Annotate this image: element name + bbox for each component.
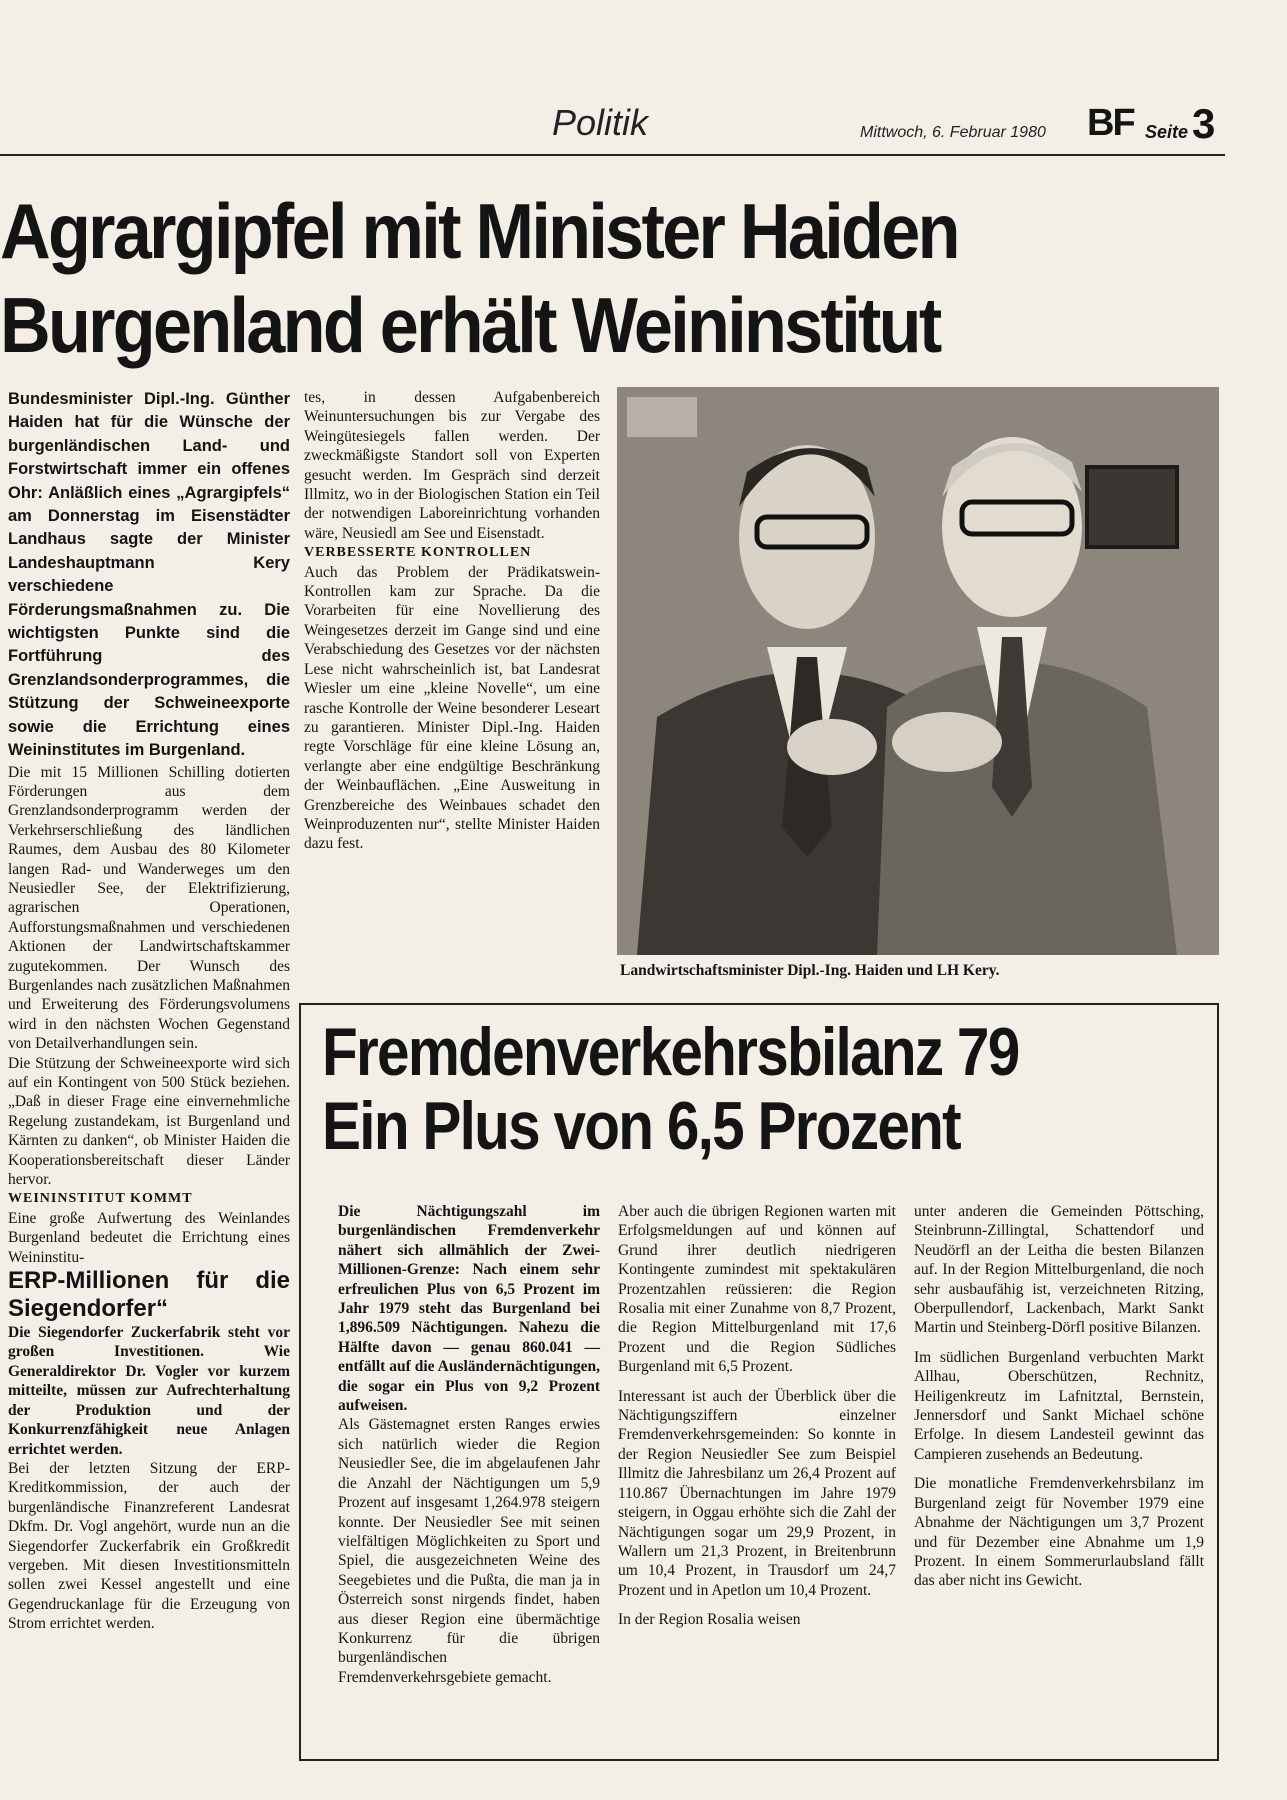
tourism-article-paragraph: In der Region Rosalia weisen [618,1611,801,1629]
tourism-headline-line2: Ein Plus von 6,5 Prozent [322,1088,960,1164]
main-article-column-1 [8,388,290,1634]
main-article-paragraph: Die mit 15 Millionen Schilling dotierten Förderungen aus dem Grenzlandsonderprogramm werden der Verkehrserschließung des ländlichen Raumes, dem Ausbau des 80 Kilometer langen Rad- und Wanderweges um den Neusiedler See, der Elektrifizierung, agrarischen Operationen, Aufforstungsmaßnahmen und verschiedenen Aktionen der Landwirtschaftskammer zugutekommen. Der Wunsch des Burgenlandes nach zusätzlichen Maßnahmen und Erweiterung des Förderungsvolumens wird in den nächsten Wochen Gegenstand von Detailverhandlungen sein. [8,763,290,1053]
tourism-article-paragraph: Im südlichen Burgenland verbuchten Markt Allhau, Oberschützen, Rechnitz, Heiligenkreutz im Lafnitztal, Bernstein, Jennersdorf und Sankt Michael schöne Erfolge. In diesem Landesteil gewinnt das Campieren zusehends an Bedeutung. [914,1348,1204,1463]
main-headline-line1: Agrargipfel mit Minister Haiden [0,187,958,275]
tourism-article-paragraph: Aber auch die übrigen Regionen warten mit Erfolgsmeldungen auf und können auf Grund ihrer deutlich niedrigeren Kontingente zumindest mit spektakulären Prozentzahlen reüssieren: die Region Rosalia mit einer Zunahme von 8,7 Prozent, die Region Mittelburgenland mit 17,6 Prozent und die Region Südliches Burgenland mit 6,5 Prozent. [618,1203,896,1376]
header-rule [0,154,1225,156]
main-article-lead: Bundesminister Dipl.-Ing. Günther Haiden hat für die Wünsche der burgenländischen Land- und Forstwirtschaft immer ein offenes Ohr: Anläßlich eines „Agrargipfels“ am Donnerstag im Eisenstädter Landhaus sagte der Minister Landeshauptmann Kery verschiedene Förderungsmaßnahmen zu. Die wichtigsten Punkte sind die Fortführung des Grenzlandsonderprogrammes, die Stützung der Schweineexporte sowie die Errichtung eines Weininstitutes im Burgenland. [8,390,290,760]
tourism-article-column-2 [618,1202,896,1630]
main-article-paragraph: Die Stützung der Schweineexporte wird sich auf ein Kontingent von 500 Stück beziehen. „Daß in dieser Frage eine einvernehmliche Regelung zustandekam, ist Burgenland und Kärnten zu danken“, ob Minister Haiden die Kooperationsbereitschaft dieser Länder hervor. [8,1054,290,1189]
newspaper-logo: BF [1087,102,1134,144]
issue-date: Mittwoch, 6. Februar 1980 [860,124,1046,141]
photo-caption: Landwirtschaftsminister Dipl.-Ing. Haiden und LH Kery. [620,962,1000,979]
tourism-article-paragraph: Die monatliche Fremdenverkehrsbilanz im Burgenland zeigt für November 1979 eine Abnahme der Nächtigungen um 3,7 Prozent und für Dezember eine Abnahme um 1,9 Prozent. In einem Sommerurlaubsland fällt das aber nicht ins Gewicht. [914,1475,1204,1590]
tourism-article-paragraph: unter anderen die Gemeinden Pöttsching, Steinbrunn-Zillingtal, Schattendorf und Neudörfl an der Leitha die besten Bilanzen auf. In der Region Mittelburgenland, die noch sehr ausbaufähig ist, verzeichneten Ritzing, Oberpullendorf, Lackenbach, Markt Sankt Martin und Steinberg-Dörfl positive Bilanzen. [914,1203,1204,1337]
page-number: 3 [1192,100,1216,147]
main-article-paragraph: Eine große Aufwertung des Weinlandes Burgenland bedeutet die Errichtung eines Weininstitu- [8,1209,290,1266]
section-title: Politik [552,102,649,143]
subheading-kontrollen: VERBESSERTE KONTROLLEN [304,545,532,561]
main-article-column-2 [304,388,600,854]
tourism-article-column-3 [914,1202,1204,1591]
tourism-article-column-1 [338,1202,600,1687]
main-article-paragraph: tes, in dessen Aufgabenbereich Weinuntersuchungen bis zur Vergabe des Weingütesiegels fallen werden. Der zweckmäßigste Standort soll von Experten gesucht werden. Im Gespräch sind derzeit Illmitz, wo in der Biologischen Station ein Teil der notwendigen Laboreinrichtung vorhanden wäre, Neusiedl am See und Eisenstadt. [304,389,600,542]
page-label: Seite [1145,122,1189,142]
tourism-headline-line1: Fremdenverkehrsbilanz 79 [322,1014,1019,1090]
news-photo [617,387,1219,955]
tourism-article-lead: Die Nächtigungszahl im burgenländischen Fremdenverkehr nähert sich allmählich der Zwei-Millionen-Grenze: Nach einem sehr erfreulichen Plus von 6,5 Prozent im Jahr 1979 steht das Burgenland bei 1,896.509 Nächtigungen. Nahezu die Hälfte davon — genau 860.041 — entfällt auf die Ausländernächtigungen, die sogar ein Plus von 9,2 Prozent aufweisen. [338,1203,600,1415]
side-article-headline: ERP-Millionen für die Siegendorfer“ [8,1267,290,1323]
side-article-paragraph: Bei der letzten Sitzung der ERP-Kreditkommission, der auch der burgenländische Finanzreferent Landesrat Dkfm. Dr. Vogl angehört, wurde nun an die Siegendorfer Zuckerfabrik ein Großkredit vergeben. Mit diesen Investitionsmitteln sollen zwei Kessel angestellt und eine Gegendruckanlage für die Erzeugung von Strom errichtet werden. [8,1459,290,1633]
photo-illustration [617,387,1219,955]
tourism-article-paragraph: Als Gästemagnet ersten Ranges erwies sich natürlich wieder die Region Neusiedler See, die im abgelaufenen Jahr die Anzahl der Nächtigungen um 5,9 Prozent auf insgesamt 1,264.978 steigern konnte. Der Neusiedler See mit seinen vielfältigen Möglichkeiten zu Sport und Spiel, die ausgezeichneten Weine des Seegebietes und die Pußta, die man ja in Österreich sonst nirgends findet, haben aus dieser Region eine übermächtige Konkurrenz für die übrigen burgenländischen Fremdenverkehrsgebiete gemacht. [338,1416,600,1686]
side-article-lead: Die Siegendorfer Zuckerfabrik steht vor großen Investitionen. Wie Generaldirektor Dr. Vogler vor kurzem mitteilte, müssen zur Aufrechterhaltung der Produktion und der Konkurrenzfähigkeit neue Anlagen errichtet werden. [8,1324,290,1458]
main-article-paragraph: Auch das Problem der Prädikatswein-Kontrollen kam zur Sprache. Da die Vorarbeiten für eine Novellierung des Weingesetzes derzeit im Gange sind und eine Verabschiedung des Gesetzes vor der nächsten Lese nicht wahrscheinlich ist, bat Landesrat Wiesler um eine „kleine Novelle“, um eine rasche Kontrolle der Weine besonderer Leseart zu garantieren. Minister Dipl.-Ing. Haiden regte Vorschläge für eine kleine Lösung an, verlangte aber eine endgültige Beschränkung der Weinbauflächen. „Eine Ausweitung in Grenzbereiche des Weinbaues schadet den Weinproduzenten nur“, stellte Minister Haiden dazu fest. [304,563,600,853]
main-headline-line2: Burgenland erhält Weininstitut [0,281,940,369]
subheading-weininstitut: WEININSTITUT KOMMT [8,1191,193,1207]
tourism-article-paragraph: Interessant ist auch der Überblick über die Nächtigungsziffern einzelner Fremdenverkehrsgemeinden: So konnte in der Region Neusiedler See zum Beispiel Illmitz die Jahresbilanz um 26,4 Prozent auf 110.867 Übernachtungen im Jahre 1979 steigern, in Oggau erhöhte sich die Zahl der Nächtigungen sogar um 29,9 Prozent, in Wallern um 21,3 Prozent, in Breitenbrunn um 10,4 Prozent, in Trausdorf um 24,7 Prozent und in Apetlon um 10,4 Prozent. [618,1387,896,1599]
